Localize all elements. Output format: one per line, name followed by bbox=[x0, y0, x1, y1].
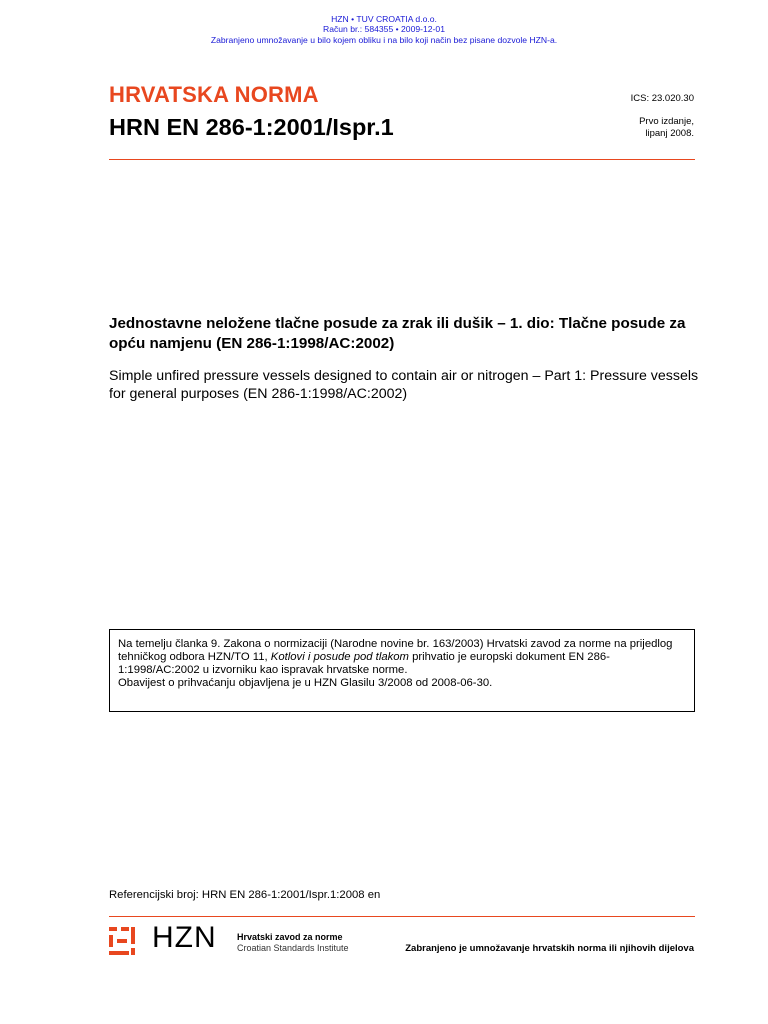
copyright-notice: Zabranjeno je umnožavanje hrvatskih norma ili njihovih dijelova bbox=[405, 943, 694, 954]
notice-part-3: Obavijest o prihvaćanju objavljena je u HZN Glasilu 3/2008 od 2008-06-30. bbox=[118, 677, 493, 689]
norm-kind: HRVATSKA NORMA bbox=[109, 82, 319, 107]
notice-part-1: Na temelju članka 9. Zakona o normizaciji (Narodne novine br. 163/2003) Hrvatski zavod za norme na prijedlog tehničkog odbora HZN/TO 11, bbox=[118, 638, 673, 663]
hzn-logo-text: HZN bbox=[152, 921, 217, 954]
watermark-line-3: Zabranjeno umnožavanje u bilo kojem obliku i na bilo koji način bez pisane dozvole HZN-a. bbox=[210, 34, 558, 45]
edition: Prvo izdanje, bbox=[639, 116, 694, 127]
ics-code: ICS: 23.020.30 bbox=[630, 93, 694, 104]
adoption-notice bbox=[109, 629, 695, 712]
institute-name bbox=[237, 932, 349, 954]
watermark bbox=[0, 14, 768, 45]
edition-date: lipanj 2008. bbox=[645, 127, 694, 139]
hzn-logo-icon bbox=[109, 927, 137, 955]
institute-name-en: Croatian Standards Institute bbox=[237, 943, 349, 953]
notice-committee: Kotlovi i posude pod tlakom bbox=[270, 651, 409, 663]
institute-name-hr: Hrvatski zavod za norme bbox=[237, 932, 343, 942]
title-croatian: Jednostavne neložene tlačne posude za zrak ili dušik – 1. dio: Tlačne posude za opću namjenu (EN 286-1:1998/AC:2002) bbox=[109, 315, 686, 352]
norm-code: HRN EN 286-1:2001/Ispr.1 bbox=[109, 114, 394, 140]
title-english: Simple unfired pressure vessels designed to contain air or nitrogen – Part 1: Pressure vessels for general purposes (EN 286-1:1998/AC:2002) bbox=[109, 368, 699, 402]
edition-info bbox=[639, 116, 694, 139]
header-divider bbox=[109, 159, 695, 160]
notice-part-2: prihvatio je europski dokument EN 286-1:1998/AC:2002 u izvorniku kao ispravak hrvatske norme. bbox=[118, 651, 610, 676]
reference-number: Referencijski broj: HRN EN 286-1:2001/Ispr.1:2008 en bbox=[109, 889, 381, 901]
watermark-line-1: HZN • TUV CROATIA d.o.o. bbox=[331, 14, 437, 24]
watermark-line-2: Račun br.: 584355 • 2009-12-01 bbox=[323, 24, 445, 35]
footer-divider bbox=[109, 916, 695, 917]
